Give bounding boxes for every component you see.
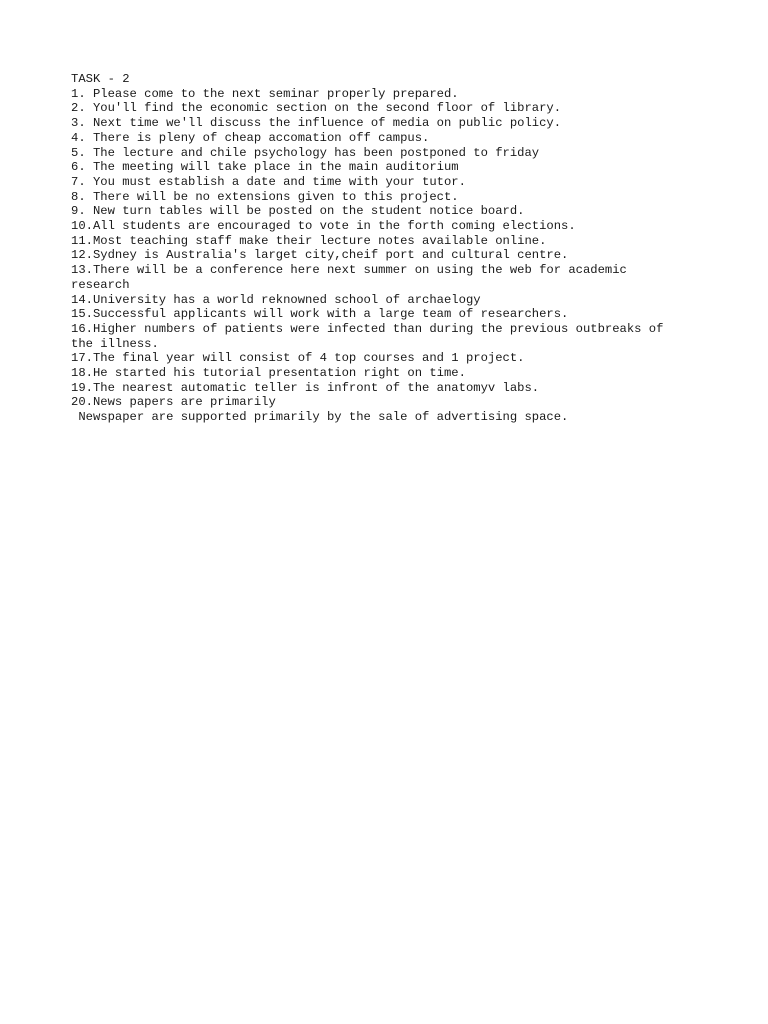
sentence-20-answer: Newspaper are supported primarily by the sale of advertising space. (71, 410, 569, 425)
sentence-3: 3. Next time we'll discuss the influence of media on public policy. (71, 116, 562, 131)
document-title: TASK - 2 (71, 72, 130, 86)
document-body (71, 72, 711, 425)
sentence-13: 13.There will be a conference here next summer on using the web for academic (71, 263, 627, 278)
sentence-15: 15.Successful applicants will work with a large team of researchers. (71, 307, 569, 322)
sentence-12: 12.Sydney is Australia's larget city,cheif port and cultural centre. (71, 248, 569, 263)
sentence-16: 16.Higher numbers of patients were infected than during the previous outbreaks of (71, 321, 664, 336)
sentence-17: 17.The final year will consist of 4 top courses and 1 project. (71, 351, 525, 366)
sentence-6: 6. The meeting will take place in the main auditorium (71, 160, 459, 175)
sentence-7: 7. You must establish a date and time with your tutor. (71, 174, 466, 189)
sentence-14: 14.University has a world reknowned school of archaelogy (71, 292, 481, 307)
sentence-5: 5. The lecture and chile psychology has been postponed to friday (71, 145, 540, 160)
sentence-4: 4. There is pleny of cheap accomation off campus. (71, 130, 430, 145)
sentence-11: 11.Most teaching staff make their lecture notes available online. (71, 233, 547, 248)
sentence-16-continuation: the illness. (71, 336, 159, 351)
sentence-20: 20.News papers are primarily (71, 395, 276, 410)
sentence-1: 1. Please come to the next seminar properly prepared. (71, 86, 459, 101)
sentence-13-continuation: research (71, 277, 130, 292)
sentence-9: 9. New turn tables will be posted on the student notice board. (71, 204, 525, 219)
sentence-18: 18.He started his tutorial presentation right on time. (71, 366, 466, 381)
sentence-2: 2. You'll find the economic section on the second floor of library. (71, 101, 562, 116)
sentence-10: 10.All students are encouraged to vote in the forth coming elections. (71, 219, 576, 234)
sentence-8: 8. There will be no extensions given to this project. (71, 189, 459, 204)
sentence-19: 19.The nearest automatic teller is infront of the anatomyv labs. (71, 380, 540, 395)
